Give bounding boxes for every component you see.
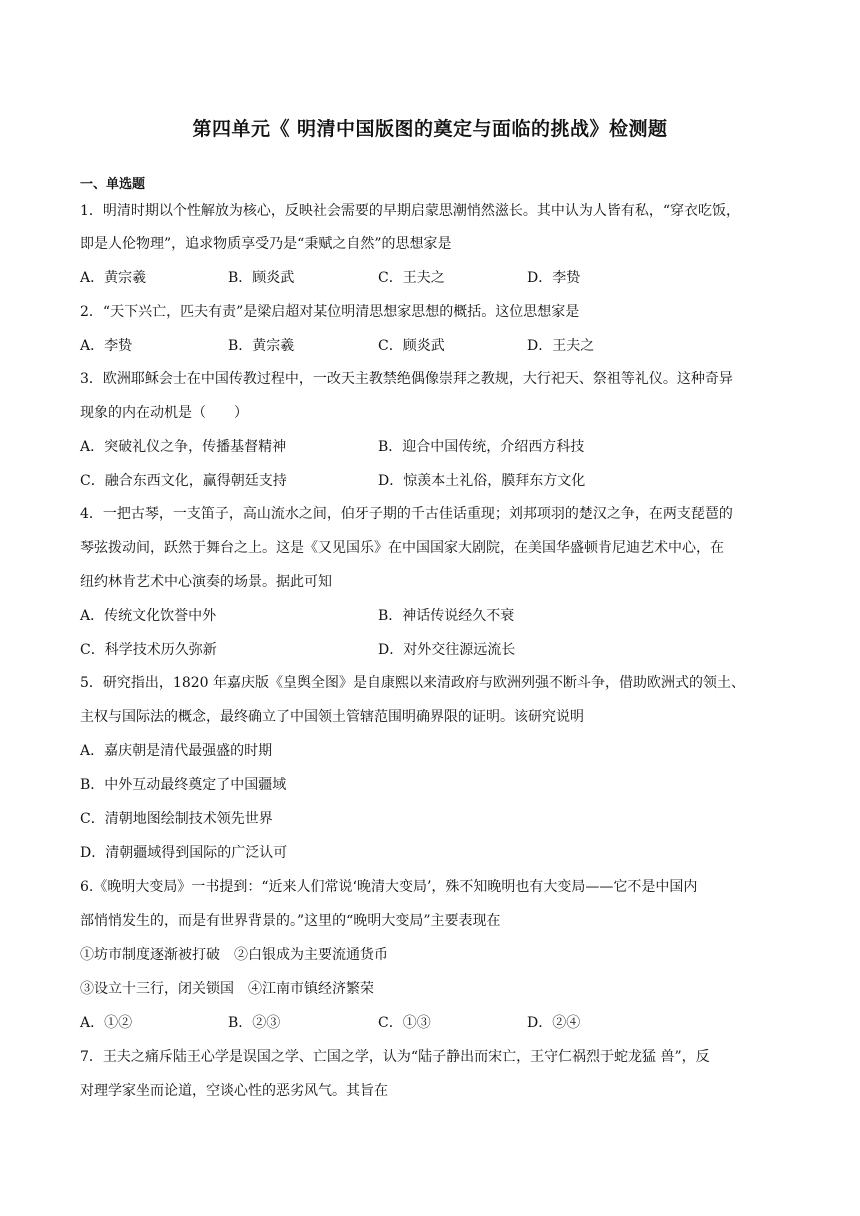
question-1-option-c: C．王夫之 (378, 270, 445, 286)
question-5-line-2: 主权与国际法的概念，最终确立了中国领土管辖范围明确界限的证明。该研究说明 (80, 709, 584, 725)
question-5-option-c: C．清朝地图绘制技术领先世界 (80, 811, 273, 827)
question-5-option-b: B．中外互动最终奠定了中国疆域 (80, 777, 287, 793)
question-4-option-a: A．传统文化饮誉中外 (80, 608, 217, 624)
document-title: 第四单元《 明清中国版图的奠定与面临的挑战》检测题 (192, 118, 668, 140)
question-3-line-1: 3．欧洲耶稣会士在中国传教过程中，一改天主教禁绝偶像崇拜之教规，大行祀天、祭祖等礼仪。这种奇异 (80, 371, 733, 387)
question-6-statements-1: ①坊市制度逐渐被打破 ②白银成为主要流通货币 (80, 947, 388, 963)
question-1-option-b: B．顾炎武 (228, 270, 295, 286)
question-2-option-d: D．王夫之 (527, 338, 595, 354)
question-4-line-1: 4．一把古琴，一支笛子，高山流水之间，伯牙子期的千古佳话重现；刘邦项羽的楚汉之争，在两支琵琶的 (80, 506, 733, 522)
question-4-option-d: D．对外交往源远流长 (378, 642, 516, 658)
question-3-option-a: A．突破礼仪之争，传播基督精神 (80, 439, 287, 455)
question-3-option-b: B．迎合中国传统，介绍西方科技 (378, 439, 585, 455)
question-5-option-d: D．清朝疆域得到国际的广泛认可 (80, 845, 288, 861)
question-7-line-2: 对理学家坐而论道，空谈心性的恶劣风气。其旨在 (80, 1083, 388, 1099)
question-3-option-c: C．融合东西文化，赢得朝廷支持 (80, 473, 287, 489)
question-4-line-2: 琴弦拨动间，跃然于舞台之上。这是《又见国乐》在中国国家大剧院，在美国华盛顿肯尼迪艺术中心，在 (80, 540, 724, 556)
question-4-option-b: B．神话传说经久不衰 (378, 608, 515, 624)
question-5-option-a: A．嘉庆朝是清代最强盛的时期 (80, 743, 273, 759)
question-2-option-a: A．李贽 (80, 338, 133, 354)
question-1-option-d: D．李贽 (527, 270, 581, 286)
question-6-line-2: 部悄悄发生的，而是有世界背景的。”这里的“晚明大变局”主要表现在 (80, 913, 501, 929)
question-6-statements-2: ③设立十三行，闭关锁国 ④江南市镇经济繁荣 (80, 981, 374, 997)
question-5-line-1: 5．研究指出，1820 年嘉庆版《皇舆全图》是自康熙以来清政府与欧洲列强不断斗争，借助欧洲式的领土、 (80, 675, 745, 691)
question-6-option-a: A．①② (80, 1015, 133, 1031)
question-3-line-2: 现象的内在动机是（ ） (80, 405, 248, 421)
question-1-line-2: 即是人伦物理”，追求物质享受乃是“秉赋之自然”的思想家是 (80, 236, 452, 252)
question-4-option-c: C．科学技术历久弥新 (80, 642, 217, 658)
question-6-option-d: D．②④ (527, 1015, 581, 1031)
question-6-option-c: C．①③ (378, 1015, 431, 1031)
question-2-option-b: B．黄宗羲 (228, 338, 295, 354)
question-2-line-1: 2．“天下兴亡，匹夫有责”是梁启超对某位明清思想家思想的概括。这位思想家是 (80, 304, 580, 320)
question-6-option-b: B．②③ (228, 1015, 281, 1031)
question-1-option-a: A．黄宗羲 (80, 270, 147, 286)
question-6-line-1: 6.《晚明大变局》一书提到：“近来人们常说‘晚清大变局’，殊不知晚明也有大变局——它不是中国内 (80, 879, 698, 895)
question-7-line-1: 7．王夫之痛斥陆王心学是误国之学、亡国之学，认为“陆子静出而宋亡，王守仁祸烈于蛇龙猛 兽”，反 (80, 1049, 710, 1065)
question-3-option-d: D．惊羡本土礼俗，膜拜东方文化 (378, 473, 586, 489)
question-2-option-c: C．顾炎武 (378, 338, 445, 354)
section-heading: 一、单选题 (80, 177, 146, 192)
question-1-line-1: 1．明清时期以个性解放为核心，反映社会需要的早期启蒙思潮悄然滋长。其中认为人皆有私，“穿衣吃饭， (80, 203, 741, 219)
question-4-line-3: 纽约林肯艺术中心演奏的场景。据此可知 (80, 574, 332, 590)
